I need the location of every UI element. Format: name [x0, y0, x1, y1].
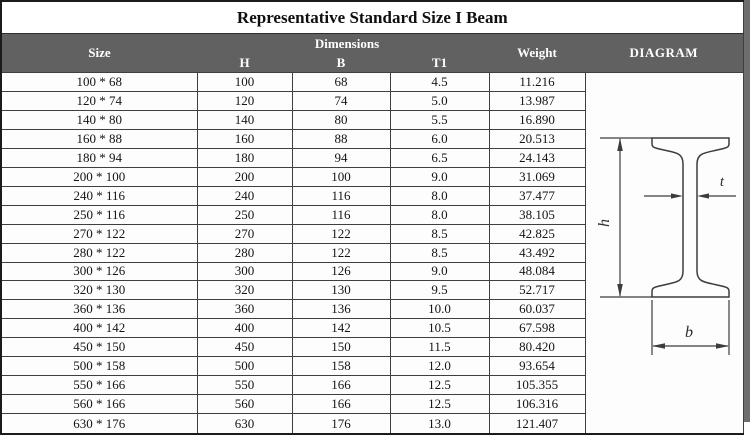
cell-b: 136: [292, 300, 390, 319]
cell-size: 360 * 136: [1, 300, 197, 319]
cell-size: 500 * 158: [1, 357, 197, 376]
cell-b: 88: [292, 129, 390, 148]
cell-size: 160 * 88: [1, 129, 197, 148]
dimension-label-b: b: [685, 323, 694, 341]
cell-size: 550 * 166: [1, 376, 197, 395]
cell-t1: 4.5: [390, 72, 489, 91]
cell-size: 560 * 166: [1, 395, 197, 414]
cell-weight: 106.316: [489, 395, 585, 414]
cell-t1: 9.0: [390, 167, 489, 186]
cell-weight: 37.477: [489, 186, 585, 205]
page-title: Representative Standard Size I Beam: [1, 1, 743, 34]
cell-weight: 13.987: [489, 91, 585, 110]
cell-h: 400: [197, 319, 292, 338]
cell-b: 150: [292, 338, 390, 357]
cell-t1: 12.5: [390, 395, 489, 414]
column-header-diagram: DIAGRAM: [585, 34, 743, 72]
cell-t1: 9.5: [390, 281, 489, 300]
cell-weight: 48.084: [489, 262, 585, 281]
cell-size: 270 * 122: [1, 224, 197, 243]
cell-weight: 24.143: [489, 148, 585, 167]
i-beam-cross-section-diagram: [586, 73, 742, 429]
cell-t1: 13.0: [390, 414, 489, 434]
cell-h: 200: [197, 167, 292, 186]
cell-size: 100 * 68: [1, 72, 197, 91]
cell-t1: 10.5: [390, 319, 489, 338]
dimension-label-t: t: [719, 173, 725, 190]
dimension-label-h: h: [596, 218, 614, 227]
cell-h: 120: [197, 91, 292, 110]
cell-size: 630 * 176: [1, 414, 197, 434]
cell-b: 94: [292, 148, 390, 167]
header-row-top: [1, 34, 743, 54]
title-row: [1, 1, 743, 34]
cell-weight: 121.407: [489, 414, 585, 434]
cell-size: 250 * 116: [1, 205, 197, 224]
cell-weight: 52.717: [489, 281, 585, 300]
cell-size: 280 * 122: [1, 243, 197, 262]
cell-b: 122: [292, 243, 390, 262]
column-header-weight: Weight: [489, 34, 585, 72]
cell-size: 240 * 116: [1, 186, 197, 205]
cell-size: 140 * 80: [1, 110, 197, 129]
right-edge-strip: [744, 0, 750, 422]
cell-b: 158: [292, 357, 390, 376]
cell-weight: 11.216: [489, 72, 585, 91]
cell-h: 270: [197, 224, 292, 243]
cell-t1: 5.5: [390, 110, 489, 129]
cell-b: 130: [292, 281, 390, 300]
cell-t1: 8.5: [390, 224, 489, 243]
cell-weight: 60.037: [489, 300, 585, 319]
table-row: [1, 72, 743, 91]
cell-h: 140: [197, 110, 292, 129]
cell-b: 126: [292, 262, 390, 281]
cell-h: 500: [197, 357, 292, 376]
diagram-cell: [585, 72, 743, 434]
cell-weight: 20.513: [489, 129, 585, 148]
cell-b: 142: [292, 319, 390, 338]
cell-h: 360: [197, 300, 292, 319]
cell-h: 180: [197, 148, 292, 167]
i-beam-outline: [652, 138, 729, 297]
cell-t1: 8.0: [390, 205, 489, 224]
column-header-dimensions: Dimensions: [197, 34, 489, 54]
cell-weight: 16.890: [489, 110, 585, 129]
cell-weight: 38.105: [489, 205, 585, 224]
cell-t1: 8.5: [390, 243, 489, 262]
column-header-b: B: [292, 54, 390, 72]
cell-b: 116: [292, 205, 390, 224]
cell-h: 240: [197, 186, 292, 205]
cell-h: 100: [197, 72, 292, 91]
cell-h: 560: [197, 395, 292, 414]
cell-t1: 9.0: [390, 262, 489, 281]
cell-b: 116: [292, 186, 390, 205]
cell-t1: 10.0: [390, 300, 489, 319]
cell-b: 122: [292, 224, 390, 243]
column-header-t1: T1: [390, 54, 489, 72]
column-header-h: H: [197, 54, 292, 72]
cell-weight: 105.355: [489, 376, 585, 395]
cell-t1: 11.5: [390, 338, 489, 357]
cell-size: 450 * 150: [1, 338, 197, 357]
cell-h: 160: [197, 129, 292, 148]
cell-size: 200 * 100: [1, 167, 197, 186]
cell-size: 180 * 94: [1, 148, 197, 167]
table-body: [1, 72, 743, 434]
cell-h: 450: [197, 338, 292, 357]
cell-b: 74: [292, 91, 390, 110]
cell-weight: 43.492: [489, 243, 585, 262]
cell-h: 550: [197, 376, 292, 395]
cell-weight: 80.420: [489, 338, 585, 357]
cell-h: 320: [197, 281, 292, 300]
cell-t1: 12.5: [390, 376, 489, 395]
cell-b: 166: [292, 376, 390, 395]
cell-b: 176: [292, 414, 390, 434]
cell-weight: 93.654: [489, 357, 585, 376]
cell-t1: 12.0: [390, 357, 489, 376]
cell-h: 250: [197, 205, 292, 224]
cell-b: 166: [292, 395, 390, 414]
cell-b: 68: [292, 72, 390, 91]
cell-t1: 5.0: [390, 91, 489, 110]
cell-weight: 31.069: [489, 167, 585, 186]
cell-weight: 42.825: [489, 224, 585, 243]
cell-t1: 6.5: [390, 148, 489, 167]
cell-size: 320 * 130: [1, 281, 197, 300]
cell-h: 630: [197, 414, 292, 434]
column-header-size: Size: [1, 34, 197, 72]
cell-b: 80: [292, 110, 390, 129]
cell-size: 120 * 74: [1, 91, 197, 110]
cell-b: 100: [292, 167, 390, 186]
cell-t1: 6.0: [390, 129, 489, 148]
cell-size: 300 * 126: [1, 262, 197, 281]
cell-h: 280: [197, 243, 292, 262]
cell-weight: 67.598: [489, 319, 585, 338]
cell-t1: 8.0: [390, 186, 489, 205]
cell-size: 400 * 142: [1, 319, 197, 338]
cell-h: 300: [197, 262, 292, 281]
